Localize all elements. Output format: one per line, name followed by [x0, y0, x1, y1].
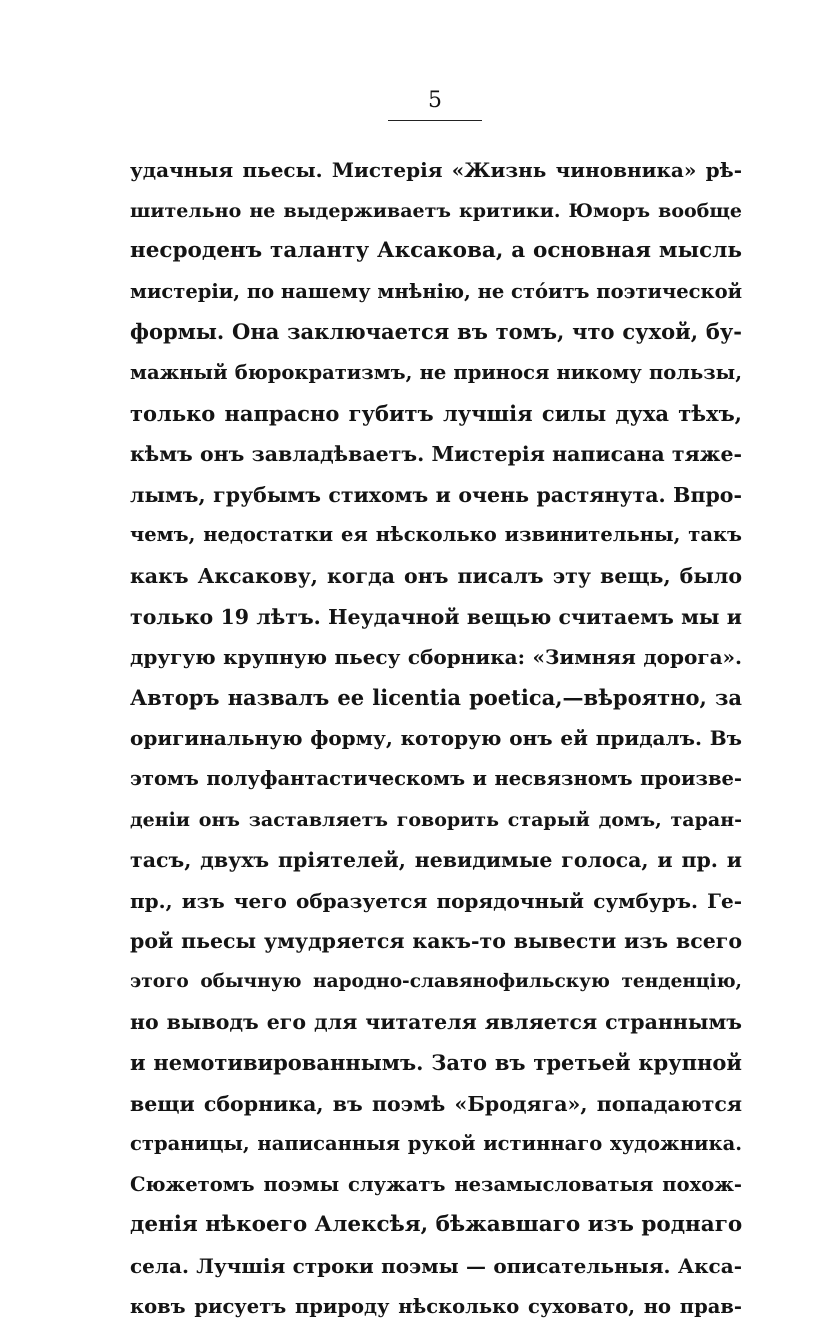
text-line: шительно не выдерживаетъ критики. Юморъ вообще: [130, 199, 742, 222]
text-line: села. Лучшія строки поэмы — описательныя. Акса-: [130, 1254, 742, 1279]
text-line: и немотивированнымъ. Зато въ третьей крупной: [130, 1050, 742, 1076]
header-rule: [388, 120, 482, 121]
text-line: оригинальную форму, которую онъ ей придалъ. Въ: [130, 726, 742, 751]
text-line: только 19 лѣтъ. Неудачной вещью считаемъ мы и: [130, 604, 742, 629]
text-line: пр., изъ чего образуется порядочный сумбуръ. Ге-: [130, 888, 742, 913]
text-line: Сюжетомъ поэмы служатъ незамысловатыя похож-: [130, 1172, 742, 1196]
text-line: удачныя пьесы. Мистерія «Жизнь чиновника» рѣ-: [130, 158, 742, 182]
text-line: этого обычную народно-славянофильскую тенденцію,: [130, 970, 742, 992]
text-line: ковъ рисуетъ природу нѣсколько суховато, но прав-: [130, 1294, 742, 1318]
text-line: другую крупную пьесу сборника: «Зимняя дорога».: [130, 645, 742, 670]
text-line: деніи онъ заставляетъ говорить старый домъ, таран-: [130, 808, 742, 831]
text-line: вещи сборника, въ поэмѣ «Бродяга», попадаются: [130, 1091, 742, 1116]
body-text: [130, 150, 742, 1327]
text-line: страницы, написанныя рукой истиннаго художника.: [130, 1132, 742, 1156]
text-line: формы. Она заключается въ томъ, что сухой, бу-: [130, 319, 742, 345]
text-line: кѣмъ онъ завладѣваетъ. Мистерія написана тяже-: [130, 442, 742, 467]
text-line: чемъ, недостатки ея нѣсколько извинительны, такъ: [130, 523, 742, 547]
text-line: денія нѣкоего Алексѣя, бѣжавшаго изъ роднаго: [130, 1212, 742, 1238]
text-line: мажный бюрократизмъ, не принося никому пользы,: [130, 360, 742, 384]
text-line: мистеріи, по нашему мнѣнію, не стóитъ поэтической: [130, 279, 742, 303]
text-line: какъ Аксакову, когда онъ писалъ эту вещь, было: [130, 563, 742, 588]
text-line: лымъ, грубымъ стихомъ и очень растянута. Впро-: [130, 482, 742, 507]
text-line: несроденъ таланту Аксакова, а основная мысль: [130, 238, 742, 264]
text-line: тасъ, двухъ пріятелей, невидимые голоса, и пр. и: [130, 848, 742, 873]
text-line: рой пьесы умудряется какъ-то вывести изъ всего: [130, 929, 742, 954]
text-line: но выводъ его для читателя является страннымъ: [130, 1010, 742, 1035]
page-number: 5: [428, 88, 442, 113]
text-line: Авторъ назвалъ ее licentia poetica,—вѣроятно, за: [130, 684, 742, 710]
text-line: только напрасно губитъ лучшія силы духа тѣхъ,: [130, 400, 742, 426]
text-line: этомъ полуфантастическомъ и несвязномъ произве-: [130, 766, 742, 790]
